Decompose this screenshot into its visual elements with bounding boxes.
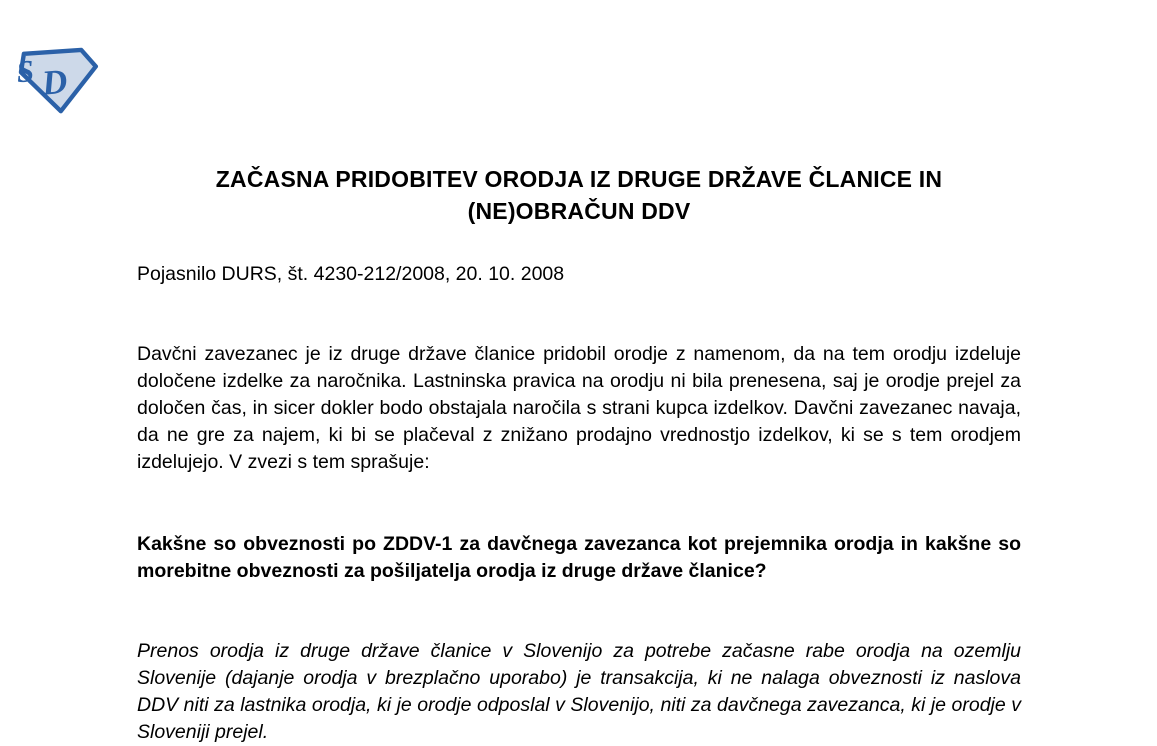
document-content [137, 0, 1021, 743]
logo-letter-s: S [15, 52, 36, 90]
document-reference: Pojasnilo DURS, št. 4230-212/2008, 20. 10. 2008 [137, 263, 565, 285]
document-title-line-2: (NE)OBRAČUN DDV [467, 198, 691, 224]
document-title-line-1: ZAČASNA PRIDOBITEV ORODJA IZ DRUGE DRŽAVE ČLANICE IN [215, 166, 943, 192]
company-logo [11, 47, 99, 117]
paragraph-case-description: Davčni zavezanec je iz druge države članice pridobil orodje z namenom, da na tem orodju izdeluje določene izdelke za naročnika. Lastninska pravica na orodju ni bila prenesena, saj je orodje prejel za določen čas, in sicer dokler bodo obstajala naročila s strani kupca izdelkov. Davčni zavezanec navaja, da ne gre za najem, ki bi se plačeval z znižano prodajno vrednostjo izdelkov, ki se s tem orodjem izdelujejo. V zvezi s tem sprašuje: [137, 343, 1021, 473]
sd-diamond-logo-icon [11, 47, 99, 117]
document-title [137, 163, 1021, 227]
paragraph-answer: Prenos orodja iz druge države članice v Slovenijo za potrebe začasne rabe orodja na ozemlju Slovenije (dajanje orodja v brezplačno uporabo) je transakcija, ki ne nalaga obveznosti iz naslova DDV niti za lastnika orodja, ki je orodje odposlal v Slovenijo, niti za davčnega zavezanca, ki je orodje v Sloveniji prejel. [137, 640, 1021, 743]
logo-letter-d: D [40, 61, 69, 103]
paragraph-question: Kakšne so obveznosti po ZDDV-1 za davčnega zavezanca kot prejemnika orodja in kakšne so morebitne obveznosti za pošiljatelja orodja iz druge države članice? [137, 533, 1021, 582]
